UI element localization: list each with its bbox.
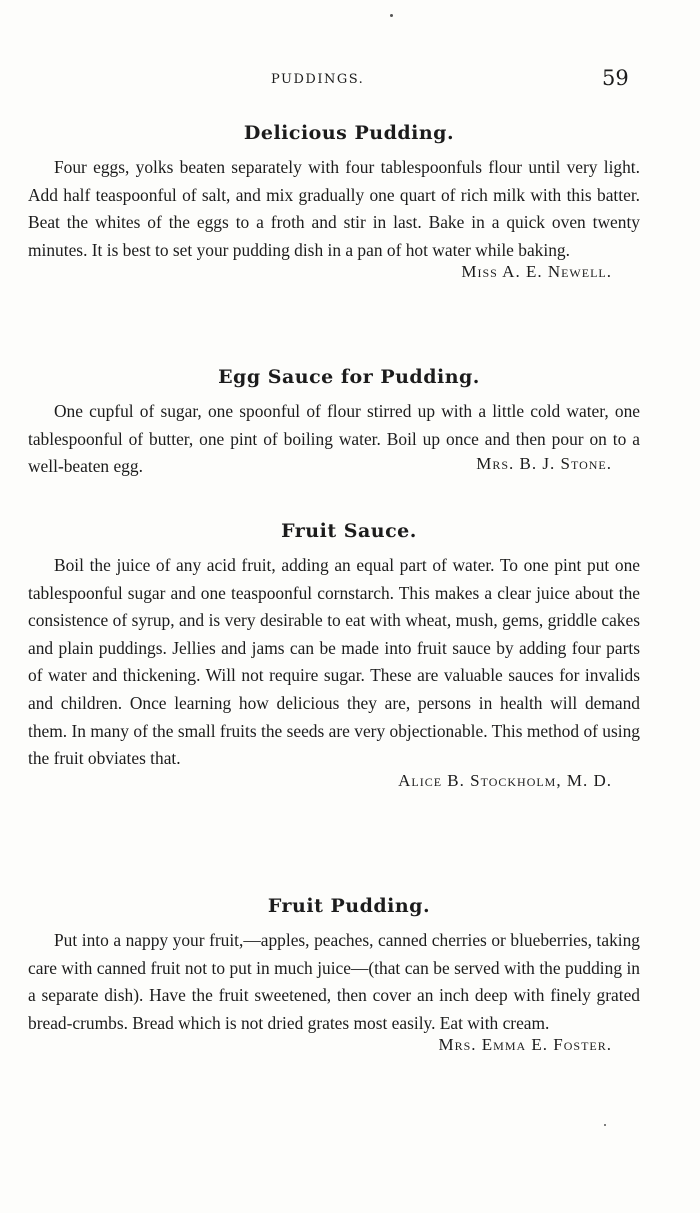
recipe-body: Four eggs, yolks beaten separately with four tablespoonfuls flour until very light. Add half teaspoonful of salt, and mix gradually one quart of rich milk with this batter. Beat the whites of the eggs to a froth and stir in last. Bake in a quick oven twenty minutes. It is best to set your pudding dish in a pan of hot water while baking.: [28, 157, 640, 260]
page-header: [0, 66, 700, 90]
recipe-fruit-sauce: [28, 520, 640, 791]
recipe-body: Put into a nappy your fruit,—apples, peaches, canned cherries or blueberries, taking care with canned fruit not to put in much juice—(that can be served with the pudding in a separate dish). Have the fruit sweetened, then cover an inch deep with finely grated bread-crumbs. Bread which is not dried grates most easily. Eat with cream.: [28, 930, 640, 1033]
recipe-title: Delicious Pudding.: [243, 122, 455, 144]
page-number: 59: [602, 66, 629, 90]
recipe-author: Mrs. Emma E. Foster.: [438, 1035, 612, 1055]
recipe-title: Egg Sauce for Pudding.: [218, 366, 480, 388]
running-head: PUDDINGS.: [271, 72, 365, 87]
print-speck: [604, 1124, 606, 1126]
recipe-fruit-pudding: [28, 895, 640, 1055]
recipe-body: One cupful of sugar, one spoonful of flour stirred up with a little cold water, one tablespoonful of butter, one pint of boiling water. Boil up once and then pour on to a well-beaten egg.: [28, 401, 640, 477]
recipe-body: Boil the juice of any acid fruit, adding an equal part of water. To one pint put one tablespoonful sugar and one teaspoonful cornstarch. This makes a clear juice about the consistence of syrup, and is very desirable to eat with wheat, mush, gems, griddle cakes and plain puddings. Jellies and jams can be made into fruit sauce by adding four parts of water and thickening. Will not require sugar. These are valuable sauces for invalids and children. Once learning how delicious they are, persons in health will demand them. In many of the small fruits the seeds are very objectionable. This method of using the fruit obviates that.: [28, 555, 640, 769]
recipe-author: Mrs. B. J. Stone.: [476, 453, 612, 473]
recipe-title: Fruit Pudding.: [267, 895, 431, 917]
recipe-egg-sauce: [28, 366, 640, 477]
recipe-author: Miss A. E. Newell.: [461, 262, 612, 282]
recipe-delicious-pudding: [28, 122, 640, 282]
print-speck: [390, 14, 393, 17]
recipe-author: Alice B. Stockholm, M. D.: [398, 770, 612, 790]
recipe-title: Fruit Sauce.: [281, 520, 417, 542]
